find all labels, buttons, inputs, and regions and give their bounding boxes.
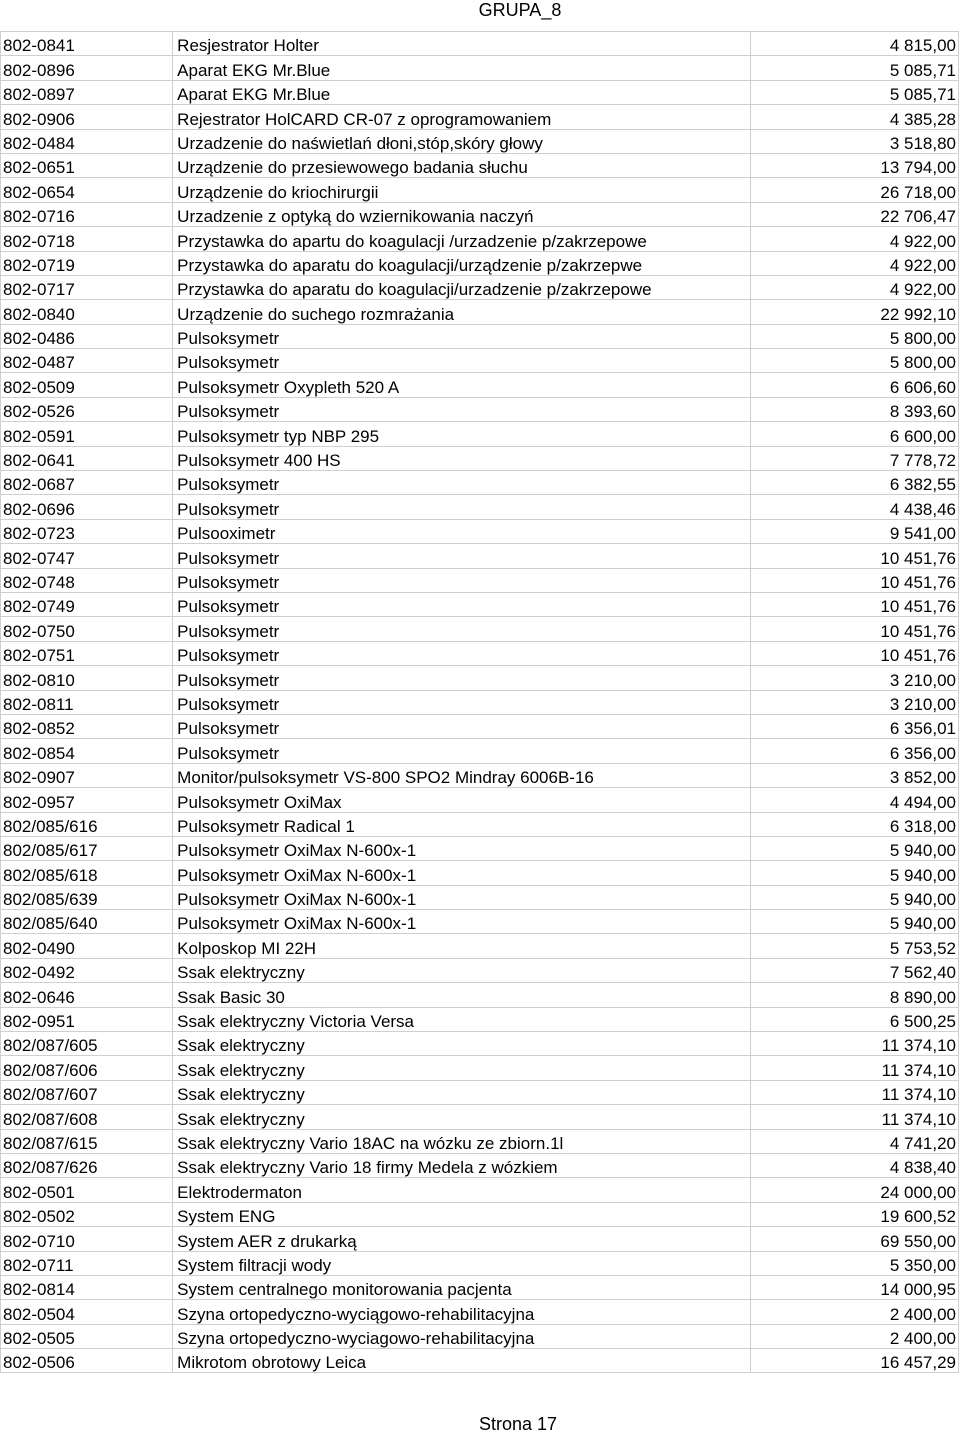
asset-value-cell: 5 940,00 [750, 910, 958, 934]
table-row [1, 446, 959, 470]
asset-name-cell: Przystawka do aparatu do koagulacji/urzadzenie p/zakrzepowe [173, 275, 751, 299]
asset-code-cell: 802/087/615 [1, 1129, 173, 1153]
table-row [1, 1275, 959, 1299]
table-row [1, 397, 959, 421]
asset-value-cell: 6 382,55 [750, 471, 958, 495]
table-row [1, 153, 959, 177]
asset-value-cell: 7 562,40 [750, 958, 958, 982]
asset-name-cell: Ssak elektryczny [173, 1080, 751, 1104]
asset-value-cell: 5 085,71 [750, 56, 958, 80]
table-row [1, 519, 959, 543]
asset-name-cell: Urządzenie do przesiewowego badania słuchu [173, 153, 751, 177]
asset-name-cell: Elektrodermaton [173, 1178, 751, 1202]
asset-value-cell: 11 374,10 [750, 1105, 958, 1129]
asset-name-cell: Pulsoksymetr [173, 690, 751, 714]
asset-value-cell: 4 385,28 [750, 105, 958, 129]
asset-value-cell: 4 494,00 [750, 788, 958, 812]
table-row [1, 1056, 959, 1080]
asset-value-cell: 4 838,40 [750, 1153, 958, 1177]
asset-value-cell: 7 778,72 [750, 446, 958, 470]
table-row [1, 495, 959, 519]
table-row [1, 1032, 959, 1056]
asset-code-cell: 802-0957 [1, 788, 173, 812]
asset-value-cell: 69 550,00 [750, 1227, 958, 1251]
asset-name-cell: Pulsoksymetr OxiMax N-600x-1 [173, 910, 751, 934]
table-row [1, 275, 959, 299]
asset-name-cell: Urzadzenie do naświetlań dłoni,stóp,skóry głowy [173, 129, 751, 153]
asset-code-cell: 802/085/616 [1, 812, 173, 836]
asset-code-cell: 802-0696 [1, 495, 173, 519]
asset-value-cell: 5 940,00 [750, 836, 958, 860]
asset-code-cell: 802-0654 [1, 178, 173, 202]
table-row [1, 788, 959, 812]
asset-code-cell: 802-0505 [1, 1324, 173, 1348]
asset-code-cell: 802-0841 [1, 32, 173, 56]
asset-table-body [1, 32, 959, 1373]
asset-name-cell: System AER z drukarką [173, 1227, 751, 1251]
asset-value-cell: 5 940,00 [750, 885, 958, 909]
asset-value-cell: 10 451,76 [750, 544, 958, 568]
asset-code-cell: 802-0526 [1, 397, 173, 421]
asset-code-cell: 802/085/640 [1, 910, 173, 934]
asset-code-cell: 802-0504 [1, 1300, 173, 1324]
asset-name-cell: Ssak elektryczny Vario 18AC na wózku ze zbiorn.1l [173, 1129, 751, 1153]
table-row [1, 958, 959, 982]
asset-code-cell: 802-0492 [1, 958, 173, 982]
asset-name-cell: Przystawka do apartu do koagulacji /urzadzenie p/zakrzepowe [173, 227, 751, 251]
asset-code-cell: 802-0501 [1, 1178, 173, 1202]
table-row [1, 105, 959, 129]
asset-name-cell: Pulsoksymetr [173, 544, 751, 568]
asset-name-cell: Pulsoksymetr [173, 495, 751, 519]
asset-name-cell: Pulsoksymetr typ NBP 295 [173, 422, 751, 446]
asset-name-cell: Ssak elektryczny Victoria Versa [173, 1007, 751, 1031]
asset-value-cell: 3 518,80 [750, 129, 958, 153]
table-row [1, 1153, 959, 1177]
table-row [1, 202, 959, 226]
table-row [1, 934, 959, 958]
table-row [1, 471, 959, 495]
asset-name-cell: Ssak elektryczny [173, 1105, 751, 1129]
asset-name-cell: Szyna ortopedyczno-wyciągowo-rehabilitacyjna [173, 1300, 751, 1324]
asset-name-cell: Pulsoksymetr [173, 617, 751, 641]
table-row [1, 1129, 959, 1153]
asset-name-cell: Pulsoksymetr 400 HS [173, 446, 751, 470]
asset-value-cell: 6 356,00 [750, 739, 958, 763]
asset-value-cell: 10 451,76 [750, 617, 958, 641]
asset-code-cell: 802-0723 [1, 519, 173, 543]
asset-value-cell: 22 706,47 [750, 202, 958, 226]
asset-name-cell: Pulsoksymetr [173, 471, 751, 495]
asset-name-cell: Pulsoksymetr [173, 349, 751, 373]
table-row [1, 1349, 959, 1373]
asset-value-cell: 11 374,10 [750, 1080, 958, 1104]
asset-name-cell: Aparat EKG Mr.Blue [173, 56, 751, 80]
table-row [1, 1178, 959, 1202]
asset-name-cell: Pulsoksymetr [173, 641, 751, 665]
asset-value-cell: 5 800,00 [750, 324, 958, 348]
page-header: GRUPA_8 [478, 0, 562, 20]
asset-name-cell: Pulsoksymetr OxiMax N-600x-1 [173, 836, 751, 860]
asset-value-cell: 10 451,76 [750, 592, 958, 616]
table-row [1, 1227, 959, 1251]
asset-name-cell: Resjestrator Holter [173, 32, 751, 56]
asset-name-cell: Ssak Basic 30 [173, 983, 751, 1007]
table-row [1, 568, 959, 592]
asset-value-cell: 3 210,00 [750, 666, 958, 690]
asset-name-cell: Pulsoksymetr [173, 666, 751, 690]
asset-name-cell: Pulsoksymetr [173, 592, 751, 616]
asset-value-cell: 5 350,00 [750, 1251, 958, 1275]
table-row [1, 422, 959, 446]
asset-code-cell: 802-0651 [1, 153, 173, 177]
asset-code-cell: 802-0487 [1, 349, 173, 373]
asset-name-cell: Urządzenie do kriochirurgii [173, 178, 751, 202]
table-row [1, 812, 959, 836]
asset-value-cell: 4 815,00 [750, 32, 958, 56]
asset-name-cell: Mikrotom obrotowy Leica [173, 1349, 751, 1373]
asset-code-cell: 802-0951 [1, 1007, 173, 1031]
asset-name-cell: System filtracji wody [173, 1251, 751, 1275]
asset-code-cell: 802/087/608 [1, 1105, 173, 1129]
table-row [1, 1007, 959, 1031]
asset-code-cell: 802-0852 [1, 714, 173, 738]
asset-code-cell: 802/085/618 [1, 861, 173, 885]
table-row [1, 300, 959, 324]
table-row [1, 227, 959, 251]
table-row [1, 739, 959, 763]
page-footer: Strona 17 [478, 1414, 558, 1434]
asset-name-cell: Pulsoksymetr OxiMax [173, 788, 751, 812]
asset-name-cell: Pulsoksymetr [173, 397, 751, 421]
asset-name-cell: Ssak elektryczny [173, 1032, 751, 1056]
asset-value-cell: 2 400,00 [750, 1300, 958, 1324]
table-row [1, 129, 959, 153]
table-row [1, 324, 959, 348]
asset-code-cell: 802-0711 [1, 1251, 173, 1275]
table-row [1, 373, 959, 397]
asset-code-cell: 802/087/607 [1, 1080, 173, 1104]
table-row [1, 714, 959, 738]
asset-value-cell: 10 451,76 [750, 641, 958, 665]
table-row [1, 592, 959, 616]
table-row [1, 666, 959, 690]
asset-code-cell: 802-0506 [1, 1349, 173, 1373]
asset-code-cell: 802-0896 [1, 56, 173, 80]
asset-value-cell: 11 374,10 [750, 1056, 958, 1080]
asset-value-cell: 4 438,46 [750, 495, 958, 519]
table-row [1, 251, 959, 275]
asset-value-cell: 16 457,29 [750, 1349, 958, 1373]
asset-name-cell: Pulsoksymetr Oxypleth 520 A [173, 373, 751, 397]
asset-code-cell: 802-0641 [1, 446, 173, 470]
asset-code-cell: 802/087/605 [1, 1032, 173, 1056]
asset-name-cell: Pulsoksymetr [173, 324, 751, 348]
asset-value-cell: 5 940,00 [750, 861, 958, 885]
asset-code-cell: 802-0751 [1, 641, 173, 665]
asset-value-cell: 19 600,52 [750, 1202, 958, 1226]
table-row [1, 1202, 959, 1226]
table-row [1, 1080, 959, 1104]
table-row [1, 1324, 959, 1348]
asset-code-cell: 802-0906 [1, 105, 173, 129]
asset-code-cell: 802-0484 [1, 129, 173, 153]
asset-value-cell: 24 000,00 [750, 1178, 958, 1202]
asset-name-cell: Pulsooximetr [173, 519, 751, 543]
table-row [1, 910, 959, 934]
asset-name-cell: Ssak elektryczny [173, 1056, 751, 1080]
asset-value-cell: 2 400,00 [750, 1324, 958, 1348]
table-row [1, 1105, 959, 1129]
asset-code-cell: 802-0719 [1, 251, 173, 275]
asset-code-cell: 802-0749 [1, 592, 173, 616]
table-row [1, 885, 959, 909]
asset-value-cell: 5 085,71 [750, 80, 958, 104]
asset-value-cell: 6 356,01 [750, 714, 958, 738]
asset-name-cell: Przystawka do aparatu do koagulacji/urządzenie p/zakrzepwe [173, 251, 751, 275]
asset-value-cell: 4 922,00 [750, 227, 958, 251]
asset-value-cell: 8 393,60 [750, 397, 958, 421]
asset-name-cell: Kolposkop MI 22H [173, 934, 751, 958]
asset-name-cell: Aparat EKG Mr.Blue [173, 80, 751, 104]
asset-name-cell: Urządzenie do suchego rozmrażania [173, 300, 751, 324]
table-row [1, 544, 959, 568]
asset-code-cell: 802-0840 [1, 300, 173, 324]
asset-value-cell: 26 718,00 [750, 178, 958, 202]
asset-value-cell: 4 922,00 [750, 251, 958, 275]
table-row [1, 836, 959, 860]
asset-code-cell: 802-0486 [1, 324, 173, 348]
asset-code-cell: 802-0907 [1, 763, 173, 787]
table-row [1, 32, 959, 56]
asset-code-cell: 802-0716 [1, 202, 173, 226]
asset-table [0, 31, 959, 1373]
table-row [1, 1300, 959, 1324]
asset-code-cell: 802-0717 [1, 275, 173, 299]
asset-code-cell: 802-0490 [1, 934, 173, 958]
asset-value-cell: 22 992,10 [750, 300, 958, 324]
asset-value-cell: 4 922,00 [750, 275, 958, 299]
asset-value-cell: 5 800,00 [750, 349, 958, 373]
table-row [1, 690, 959, 714]
table-row [1, 1251, 959, 1275]
table-row [1, 80, 959, 104]
asset-code-cell: 802/085/639 [1, 885, 173, 909]
asset-name-cell: System centralnego monitorowania pacjenta [173, 1275, 751, 1299]
asset-value-cell: 5 753,52 [750, 934, 958, 958]
asset-code-cell: 802-0748 [1, 568, 173, 592]
asset-code-cell: 802-0509 [1, 373, 173, 397]
asset-value-cell: 9 541,00 [750, 519, 958, 543]
asset-code-cell: 802-0854 [1, 739, 173, 763]
asset-value-cell: 6 606,60 [750, 373, 958, 397]
asset-code-cell: 802-0750 [1, 617, 173, 641]
table-row [1, 178, 959, 202]
asset-value-cell: 3 852,00 [750, 763, 958, 787]
asset-name-cell: Pulsoksymetr OxiMax N-600x-1 [173, 885, 751, 909]
table-row [1, 617, 959, 641]
table-row [1, 641, 959, 665]
asset-code-cell: 802-0747 [1, 544, 173, 568]
asset-code-cell: 802-0646 [1, 983, 173, 1007]
asset-value-cell: 13 794,00 [750, 153, 958, 177]
table-row [1, 349, 959, 373]
asset-name-cell: Ssak elektryczny [173, 958, 751, 982]
asset-value-cell: 3 210,00 [750, 690, 958, 714]
asset-name-cell: Pulsoksymetr [173, 739, 751, 763]
asset-code-cell: 802-0811 [1, 690, 173, 714]
table-row [1, 56, 959, 80]
asset-name-cell: Monitor/pulsoksymetr VS-800 SPO2 Mindray 6006B-16 [173, 763, 751, 787]
asset-code-cell: 802-0502 [1, 1202, 173, 1226]
asset-code-cell: 802/085/617 [1, 836, 173, 860]
asset-value-cell: 11 374,10 [750, 1032, 958, 1056]
table-row [1, 763, 959, 787]
asset-name-cell: Pulsoksymetr [173, 568, 751, 592]
asset-name-cell: Ssak elektryczny Vario 18 firmy Medela z wózkiem [173, 1153, 751, 1177]
table-row [1, 861, 959, 885]
asset-name-cell: Urzadzenie z optyką do wziernikowania naczyń [173, 202, 751, 226]
table-row [1, 983, 959, 1007]
asset-code-cell: 802-0687 [1, 471, 173, 495]
asset-value-cell: 6 318,00 [750, 812, 958, 836]
asset-name-cell: Szyna ortopedyczno-wyciagowo-rehabilitacyjna [173, 1324, 751, 1348]
asset-code-cell: 802-0710 [1, 1227, 173, 1251]
asset-code-cell: 802/087/606 [1, 1056, 173, 1080]
asset-name-cell: Pulsoksymetr OxiMax N-600x-1 [173, 861, 751, 885]
asset-name-cell: Rejestrator HolCARD CR-07 z oprogramowaniem [173, 105, 751, 129]
asset-code-cell: 802-0591 [1, 422, 173, 446]
asset-name-cell: Pulsoksymetr [173, 714, 751, 738]
asset-value-cell: 6 600,00 [750, 422, 958, 446]
asset-value-cell: 10 451,76 [750, 568, 958, 592]
asset-value-cell: 4 741,20 [750, 1129, 958, 1153]
asset-code-cell: 802-0897 [1, 80, 173, 104]
asset-code-cell: 802-0814 [1, 1275, 173, 1299]
asset-value-cell: 8 890,00 [750, 983, 958, 1007]
asset-name-cell: System ENG [173, 1202, 751, 1226]
asset-name-cell: Pulsoksymetr Radical 1 [173, 812, 751, 836]
asset-value-cell: 14 000,95 [750, 1275, 958, 1299]
asset-code-cell: 802-0718 [1, 227, 173, 251]
asset-value-cell: 6 500,25 [750, 1007, 958, 1031]
asset-code-cell: 802-0810 [1, 666, 173, 690]
asset-code-cell: 802/087/626 [1, 1153, 173, 1177]
